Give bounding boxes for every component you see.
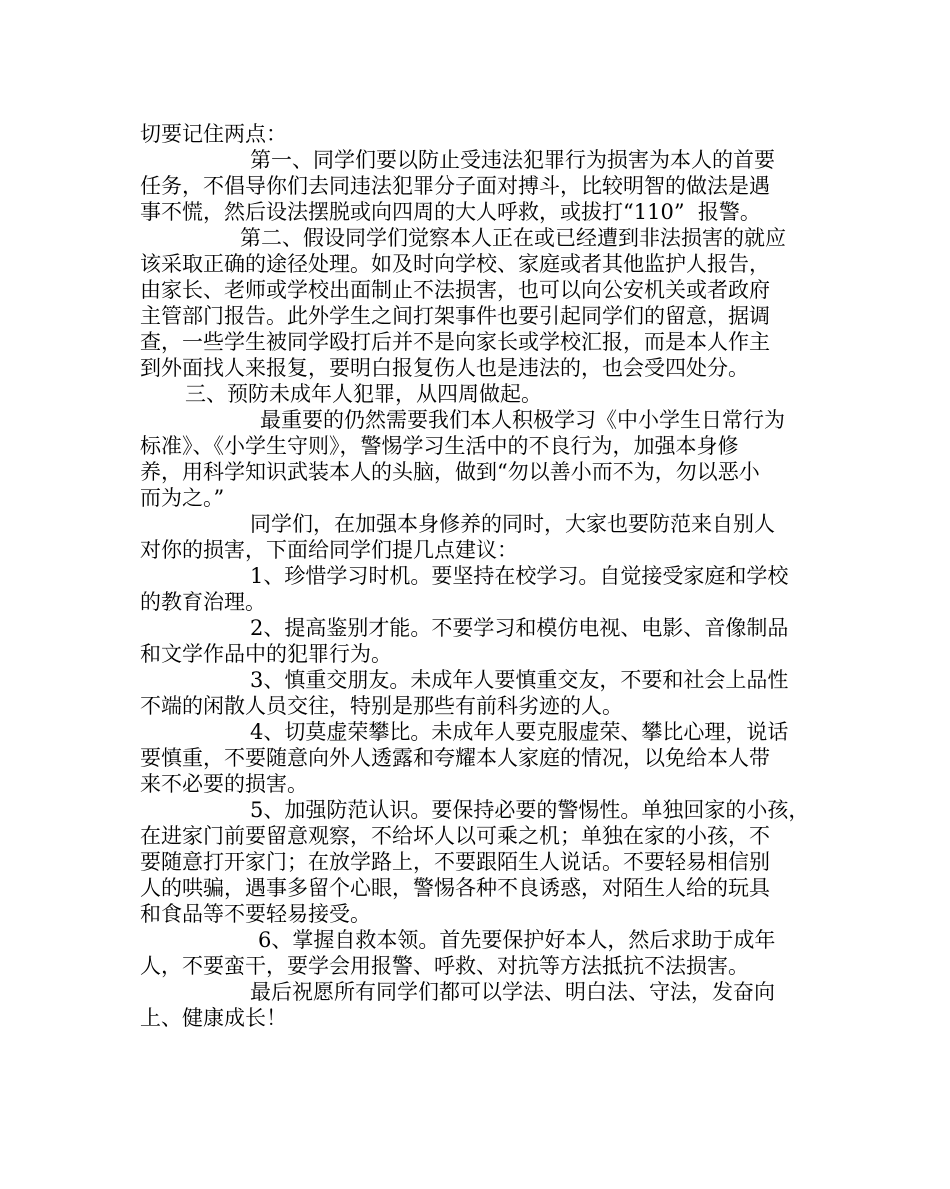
text-line: 任务，不倡导你们去同违法犯罪分子面对搏斗，比较明智的做法是遇 bbox=[140, 174, 770, 198]
text-line: 三、预防未成年人犯罪，从四周做起。 bbox=[185, 382, 542, 406]
text-line: 来不必要的损害。 bbox=[140, 772, 308, 796]
text-line: 6、掌握自救本领。首先要保护好本人，然后求助于成年 bbox=[258, 928, 776, 952]
text-line: 3、慎重交朋友。未成年人要慎重交友，不要和社会上品性 bbox=[250, 668, 789, 692]
text-line: 要慎重，不要随意向外人透露和夸耀本人家庭的情况，以免给本人带 bbox=[140, 746, 770, 770]
text-line: 查，一些学生被同学殴打后并不是向家长或学校汇报，而是本人作主 bbox=[140, 330, 770, 354]
text-line: 1、珍惜学习时机。要坚持在校学习。自觉接受家庭和学校 bbox=[250, 564, 789, 588]
text-line: 和文学作品中的犯罪行为。 bbox=[140, 642, 392, 666]
text-line: 事不慌，然后设法摆脱或向四周的大人呼救，或拔打“110” 报警。 bbox=[140, 200, 761, 224]
text-line: 第二、假设同学们觉察本人正在或已经遭到非法损害的就应 bbox=[240, 226, 786, 250]
text-line: 而为之。” bbox=[140, 486, 225, 510]
text-line: 和食品等不要轻易接受。 bbox=[140, 902, 371, 926]
text-line: 标准》、《小学生守则》，警惕学习生活中的不良行为，加强本身修 bbox=[140, 434, 739, 458]
text-line: 在进家门前要留意观察，不给坏人以可乘之机；单独在家的小孩，不 bbox=[140, 824, 770, 848]
text-line: 2、提高鉴别才能。不要学习和模仿电视、电影、音像制品 bbox=[250, 616, 789, 640]
text-line: 主管部门报告。此外学生之间打架事件也要引起同学们的留意，据调 bbox=[140, 304, 770, 328]
text-line: 养，用科学知识武装本人的头脑，做到“勿以善小而不为，勿以恶小 bbox=[140, 460, 760, 484]
text-line: 最后祝愿所有同学们都可以学法、明白法、守法，发奋向 bbox=[250, 980, 775, 1004]
text-line: 切要记住两点： bbox=[140, 122, 287, 146]
text-line: 最重要的仍然需要我们本人积极学习《中小学生日常行为 bbox=[260, 408, 785, 432]
text-line: 5、加强防范认识。要保持必要的警惕性。单独回家的小孩， bbox=[250, 798, 810, 822]
text-line: 上、健康成长！ bbox=[140, 1006, 287, 1030]
text-line: 该采取正确的途径处理。如及时向学校、家庭或者其他监护人报告， bbox=[140, 252, 770, 276]
text-line: 由家长、老师或学校出面制止不法损害，也可以向公安机关或者政府 bbox=[140, 278, 770, 302]
text-line: 同学们，在加强本身修养的同时，大家也要防范来自别人 bbox=[250, 512, 775, 536]
text-line: 对你的损害，下面给同学们提几点建议： bbox=[140, 538, 518, 562]
text-line: 的教育治理。 bbox=[140, 590, 266, 614]
text-line: 第一、同学们要以防止受违法犯罪行为损害为本人的首要 bbox=[250, 148, 775, 172]
text-line: 不端的闲散人员交往，特别是那些有前科劣迹的人。 bbox=[140, 694, 623, 718]
text-line: 到外面找人来报复，要明白报复伤人也是违法的，也会受四处分。 bbox=[140, 356, 749, 380]
text-line: 4、切莫虚荣攀比。未成年人要克服虚荣、攀比心理，说话 bbox=[250, 720, 789, 744]
text-line: 人，不要蛮干，要学会用报警、呼救、对抗等方法抵抗不法损害。 bbox=[140, 954, 749, 978]
text-line: 要随意打开家门；在放学路上，不要跟陌生人说话。不要轻易相信别 bbox=[140, 850, 770, 874]
text-line: 人的哄骗，遇事多留个心眼，警惕各种不良诱惑，对陌生人给的玩具 bbox=[140, 876, 770, 900]
